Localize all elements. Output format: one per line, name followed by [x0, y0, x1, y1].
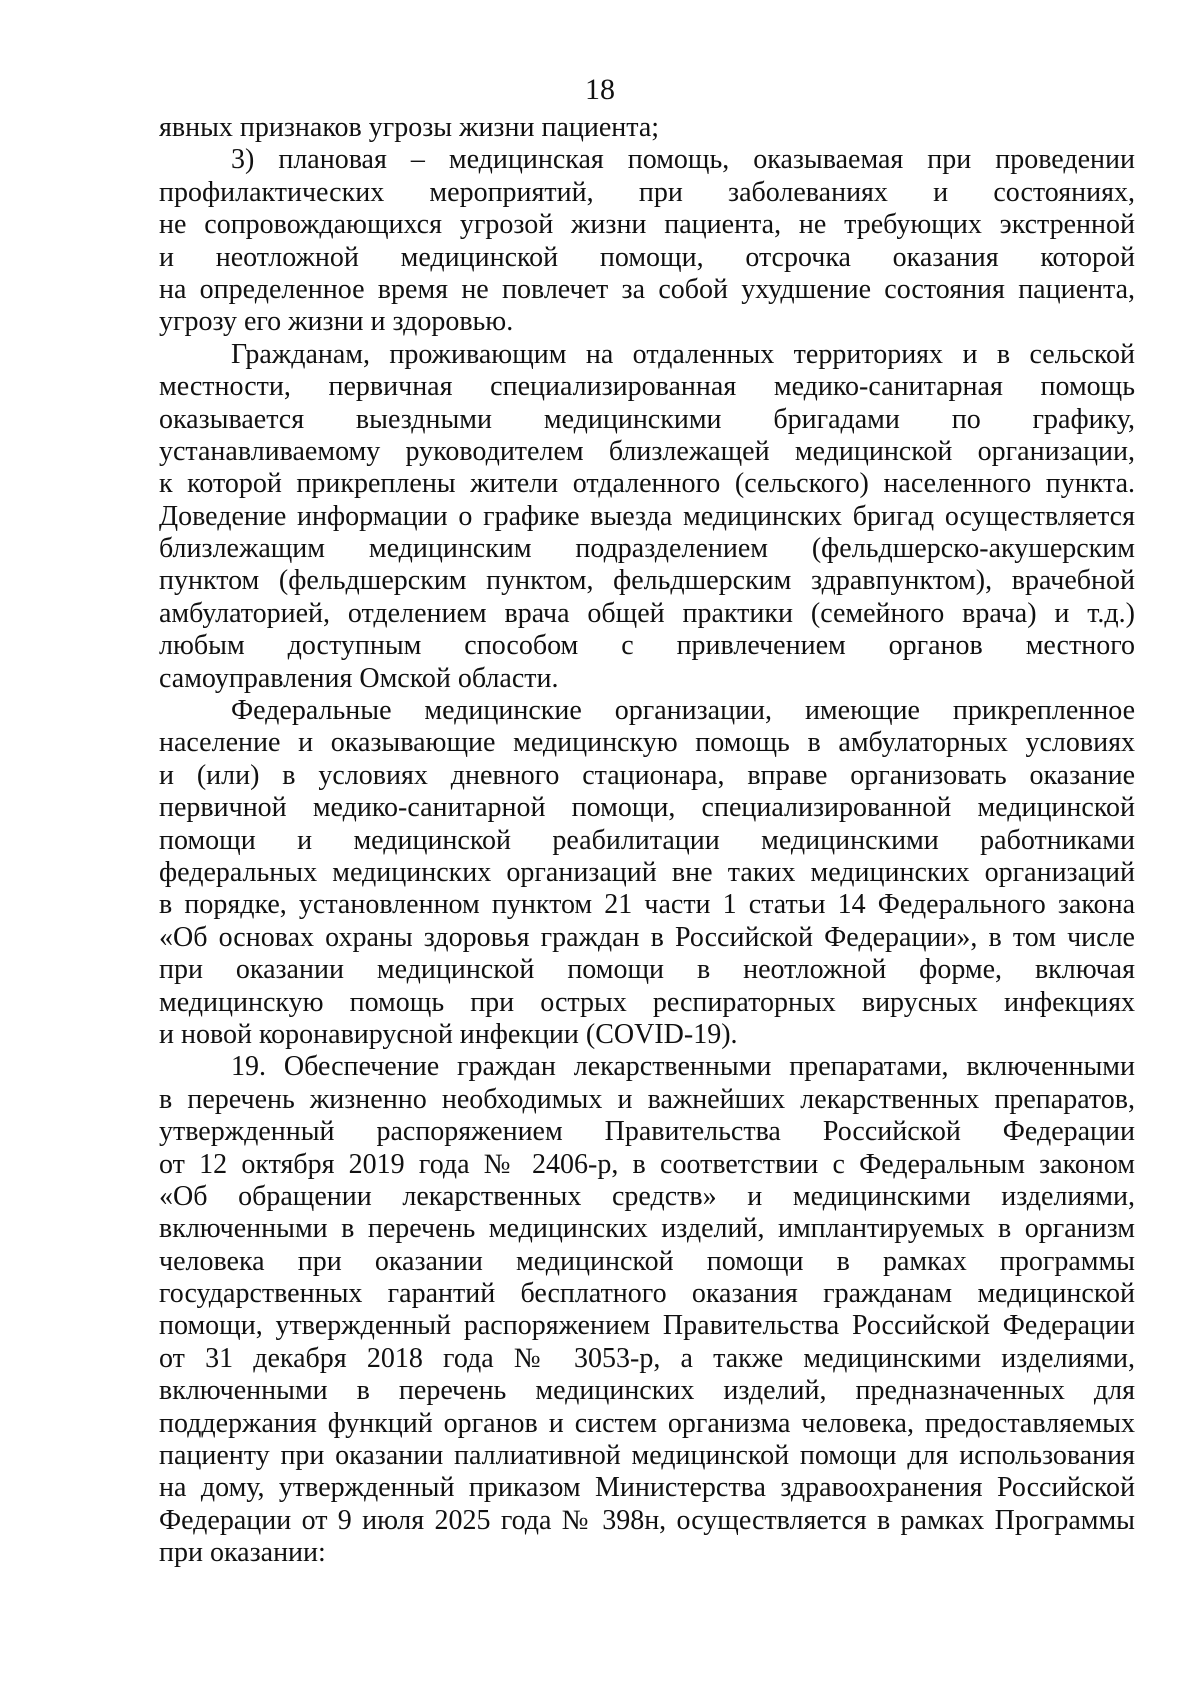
text-line: профилактических мероприятий, при заболеваниях и состояниях, [159, 176, 1135, 208]
text-line: первичной медико-санитарной помощи, специализированной медицинской [159, 792, 1135, 824]
text-line: при оказании: [159, 1537, 326, 1569]
text-line: к которой прикреплены жители отдаленного (сельского) населенного пункта. [159, 468, 1135, 500]
page-number: 18 [585, 73, 615, 106]
text-line: «Об основах охраны здоровья граждан в Российской Федерации», в том числе [159, 921, 1135, 953]
text-line: включенными в перечень медицинских изделий, предназначенных для [159, 1375, 1135, 1407]
text-line: любым доступным способом с привлечением органов местного [159, 630, 1135, 662]
text-line: в перечень жизненно необходимых и важнейших лекарственных препаратов, [159, 1083, 1135, 1115]
text-line: человека при оказании медицинской помощи в рамках программы [159, 1245, 1135, 1277]
text-line: утвержденный распоряжением Правительства Российской Федерации [159, 1116, 1135, 1148]
text-line: от 31 декабря 2018 года № 3053-р, а также медицинскими изделиями, [159, 1342, 1135, 1374]
text-line: помощи, утвержденный распоряжением Правительства Российской Федерации [159, 1310, 1135, 1342]
text-line: Федеральные медицинские организации, имеющие прикрепленное [231, 695, 1135, 727]
text-line: от 12 октября 2019 года № 2406-р, в соответствии с Федеральным законом [159, 1148, 1135, 1180]
text-line: и неотложной медицинской помощи, отсрочка оказания которой [159, 241, 1135, 273]
text-line: угрозу его жизни и здоровью. [159, 306, 514, 338]
text-line: поддержания функций органов и систем организма человека, предоставляемых [159, 1407, 1135, 1439]
text-line: и новой коронавирусной инфекции (COVID-19). [159, 1018, 738, 1050]
text-line: «Об обращении лекарственных средств» и медицинскими изделиями, [159, 1180, 1135, 1212]
text-line: в порядке, установленном пунктом 21 части 1 статьи 14 Федерального закона [159, 889, 1135, 921]
text-line: пациенту при оказании паллиативной медицинской помощи для использования [159, 1440, 1135, 1472]
text-line: на дому, утвержденный приказом Министерства здравоохранения Российской [159, 1472, 1135, 1504]
text-line: при оказании медицинской помощи в неотложной форме, включая [159, 954, 1135, 986]
text-line: медицинскую помощь при острых респираторных вирусных инфекциях [159, 986, 1135, 1018]
text-line: население и оказывающие медицинскую помощь в амбулаторных условиях [159, 727, 1135, 759]
text-line: Федерации от 9 июля 2025 года № 398н, осуществляется в рамках Программы [159, 1504, 1135, 1536]
text-line: явных признаков угрозы жизни пациента; [159, 112, 660, 143]
text-line: Гражданам, проживающим на отдаленных территориях и в сельской [231, 338, 1135, 370]
text-line: местности, первичная специализированная медико-санитарная помощь [159, 371, 1135, 403]
text-line: 19. Обеспечение граждан лекарственными препаратами, включенными [231, 1051, 1135, 1083]
text-line: пунктом (фельдшерским пунктом, фельдшерским здравпунктом), врачебной [159, 565, 1135, 597]
text-line: помощи и медицинской реабилитации медицинскими работниками [159, 824, 1135, 856]
text-line: самоуправления Омской области. [159, 662, 559, 694]
text-line: Доведение информации о графике выезда медицинских бригад осуществляется [159, 500, 1135, 532]
text-line: амбулаторией, отделением врача общей практики (семейного врача) и т.д.) [159, 597, 1135, 629]
text-line: федеральных медицинских организаций вне таких медицинских организаций [159, 856, 1135, 888]
text-line: оказывается выездными медицинскими бригадами по графику, [159, 403, 1135, 435]
text-line: близлежащим медицинским подразделением (фельдшерско-акушерским [159, 533, 1135, 565]
text-line: не сопровождающихся угрозой жизни пациента, не требующих экстренной [159, 209, 1135, 241]
text-line: включенными в перечень медицинских изделий, имплантируемых в организм [159, 1213, 1135, 1245]
text-line: и (или) в условиях дневного стационара, вправе организовать оказание [159, 759, 1135, 791]
text-line: государственных гарантий бесплатного оказания гражданам медицинской [159, 1278, 1135, 1310]
text-line: 3) плановая – медицинская помощь, оказываемая при проведении [231, 144, 1135, 176]
document-body [159, 112, 1135, 1570]
text-line: устанавливаемому руководителем близлежащей медицинской организации, [159, 435, 1135, 467]
text-line: на определенное время не повлечет за собой ухудшение состояния пациента, [159, 273, 1135, 305]
